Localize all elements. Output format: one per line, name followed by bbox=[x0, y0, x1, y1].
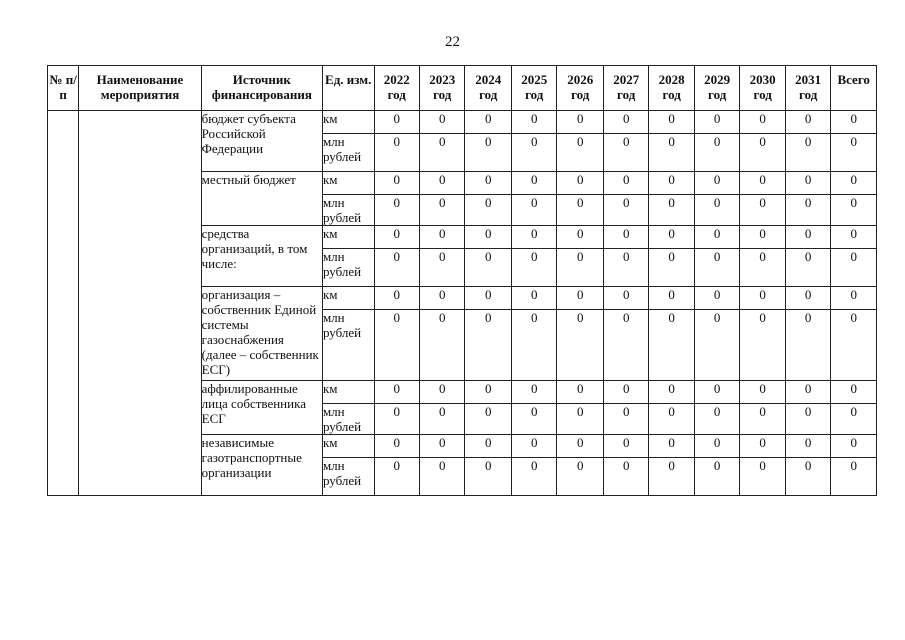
header-year: 2031 год bbox=[785, 66, 830, 111]
value-cell: 0 bbox=[785, 172, 830, 195]
value-cell: 0 bbox=[465, 435, 512, 458]
financing-source: местный бюджет bbox=[201, 172, 322, 226]
value-cell: 0 bbox=[557, 134, 604, 172]
value-cell: 0 bbox=[785, 226, 830, 249]
value-cell: 0 bbox=[465, 381, 512, 404]
value-cell: 0 bbox=[740, 195, 785, 226]
value-cell: 0 bbox=[465, 172, 512, 195]
value-cell: 0 bbox=[649, 172, 694, 195]
value-cell: 0 bbox=[511, 404, 556, 435]
value-cell: 0 bbox=[785, 287, 830, 310]
value-cell: 0 bbox=[465, 404, 512, 435]
value-cell: 0 bbox=[785, 195, 830, 226]
value-cell: 0 bbox=[419, 381, 464, 404]
value-cell: 0 bbox=[374, 134, 419, 172]
value-cell: 0 bbox=[419, 458, 464, 496]
value-cell: 0 bbox=[374, 195, 419, 226]
value-cell: 0 bbox=[419, 435, 464, 458]
value-cell: 0 bbox=[785, 249, 830, 287]
value-cell: 0 bbox=[465, 195, 512, 226]
value-cell: 0 bbox=[740, 172, 785, 195]
total-cell: 0 bbox=[831, 287, 877, 310]
value-cell: 0 bbox=[557, 404, 604, 435]
value-cell: 0 bbox=[511, 134, 556, 172]
financing-source: средства организаций, в том числе: bbox=[201, 226, 322, 287]
value-cell: 0 bbox=[694, 249, 739, 287]
value-cell: 0 bbox=[374, 381, 419, 404]
value-cell: 0 bbox=[603, 111, 648, 134]
value-cell: 0 bbox=[603, 287, 648, 310]
value-cell: 0 bbox=[649, 111, 694, 134]
total-cell: 0 bbox=[831, 195, 877, 226]
unit-cell: км bbox=[322, 381, 374, 404]
value-cell: 0 bbox=[785, 111, 830, 134]
value-cell: 0 bbox=[419, 249, 464, 287]
value-cell: 0 bbox=[419, 226, 464, 249]
value-cell: 0 bbox=[511, 111, 556, 134]
value-cell: 0 bbox=[740, 249, 785, 287]
value-cell: 0 bbox=[374, 404, 419, 435]
value-cell: 0 bbox=[511, 381, 556, 404]
value-cell: 0 bbox=[740, 134, 785, 172]
value-cell: 0 bbox=[649, 435, 694, 458]
financing-source: организация – собственник Единой системы газоснабжения (далее – собственник ЕСГ) bbox=[201, 287, 322, 381]
value-cell: 0 bbox=[465, 226, 512, 249]
value-cell: 0 bbox=[785, 458, 830, 496]
total-cell: 0 bbox=[831, 134, 877, 172]
header-name: Наименование мероприятия bbox=[79, 66, 201, 111]
value-cell: 0 bbox=[374, 287, 419, 310]
value-cell: 0 bbox=[694, 381, 739, 404]
financing-table bbox=[47, 65, 877, 496]
page-number: 22 bbox=[445, 34, 460, 50]
value-cell: 0 bbox=[511, 310, 556, 381]
value-cell: 0 bbox=[465, 134, 512, 172]
value-cell: 0 bbox=[374, 310, 419, 381]
value-cell: 0 bbox=[785, 310, 830, 381]
value-cell: 0 bbox=[649, 226, 694, 249]
total-cell: 0 bbox=[831, 435, 877, 458]
value-cell: 0 bbox=[694, 111, 739, 134]
value-cell: 0 bbox=[740, 287, 785, 310]
financing-source: независимые газотранспортные организации bbox=[201, 435, 322, 496]
value-cell: 0 bbox=[694, 435, 739, 458]
value-cell: 0 bbox=[511, 287, 556, 310]
unit-cell: км bbox=[322, 172, 374, 195]
value-cell: 0 bbox=[649, 287, 694, 310]
value-cell: 0 bbox=[694, 287, 739, 310]
value-cell: 0 bbox=[603, 458, 648, 496]
value-cell: 0 bbox=[694, 458, 739, 496]
header-unit: Ед. изм. bbox=[322, 66, 374, 111]
value-cell: 0 bbox=[419, 404, 464, 435]
value-cell: 0 bbox=[374, 226, 419, 249]
header-year: 2030 год bbox=[740, 66, 785, 111]
value-cell: 0 bbox=[557, 172, 604, 195]
value-cell: 0 bbox=[649, 381, 694, 404]
unit-cell: млн рублей bbox=[322, 134, 374, 172]
unit-cell: км bbox=[322, 111, 374, 134]
value-cell: 0 bbox=[603, 195, 648, 226]
total-cell: 0 bbox=[831, 404, 877, 435]
value-cell: 0 bbox=[419, 172, 464, 195]
total-cell: 0 bbox=[831, 310, 877, 381]
value-cell: 0 bbox=[374, 111, 419, 134]
value-cell: 0 bbox=[374, 458, 419, 496]
value-cell: 0 bbox=[374, 172, 419, 195]
unit-cell: млн рублей bbox=[322, 404, 374, 435]
value-cell: 0 bbox=[511, 458, 556, 496]
value-cell: 0 bbox=[557, 310, 604, 381]
value-cell: 0 bbox=[694, 172, 739, 195]
value-cell: 0 bbox=[785, 134, 830, 172]
table-row bbox=[48, 111, 877, 134]
unit-cell: км bbox=[322, 287, 374, 310]
value-cell: 0 bbox=[694, 226, 739, 249]
value-cell: 0 bbox=[419, 195, 464, 226]
value-cell: 0 bbox=[374, 249, 419, 287]
value-cell: 0 bbox=[694, 134, 739, 172]
unit-cell: млн рублей bbox=[322, 458, 374, 496]
value-cell: 0 bbox=[557, 381, 604, 404]
value-cell: 0 bbox=[740, 435, 785, 458]
header-year: 2026 год bbox=[557, 66, 604, 111]
value-cell: 0 bbox=[603, 249, 648, 287]
header-year: 2024 год bbox=[465, 66, 512, 111]
value-cell: 0 bbox=[465, 111, 512, 134]
value-cell: 0 bbox=[694, 195, 739, 226]
value-cell: 0 bbox=[419, 310, 464, 381]
header-total: Всего bbox=[831, 66, 877, 111]
value-cell: 0 bbox=[603, 310, 648, 381]
financing-source: бюджет субъекта Российской Федерации bbox=[201, 111, 322, 172]
value-cell: 0 bbox=[511, 226, 556, 249]
value-cell: 0 bbox=[511, 172, 556, 195]
value-cell: 0 bbox=[374, 435, 419, 458]
value-cell: 0 bbox=[419, 111, 464, 134]
value-cell: 0 bbox=[603, 404, 648, 435]
value-cell: 0 bbox=[557, 249, 604, 287]
value-cell: 0 bbox=[557, 111, 604, 134]
total-cell: 0 bbox=[831, 458, 877, 496]
value-cell: 0 bbox=[511, 435, 556, 458]
header-year: 2025 год bbox=[511, 66, 556, 111]
value-cell: 0 bbox=[603, 172, 648, 195]
value-cell: 0 bbox=[465, 458, 512, 496]
value-cell: 0 bbox=[557, 435, 604, 458]
value-cell: 0 bbox=[785, 404, 830, 435]
value-cell: 0 bbox=[465, 310, 512, 381]
value-cell: 0 bbox=[649, 310, 694, 381]
header-num: № п/п bbox=[48, 66, 79, 111]
total-cell: 0 bbox=[831, 381, 877, 404]
unit-cell: млн рублей bbox=[322, 310, 374, 381]
value-cell: 0 bbox=[649, 195, 694, 226]
value-cell: 0 bbox=[603, 435, 648, 458]
value-cell: 0 bbox=[603, 134, 648, 172]
header-year: 2023 год bbox=[419, 66, 464, 111]
value-cell: 0 bbox=[694, 310, 739, 381]
value-cell: 0 bbox=[740, 458, 785, 496]
value-cell: 0 bbox=[785, 435, 830, 458]
value-cell: 0 bbox=[465, 249, 512, 287]
unit-cell: км bbox=[322, 435, 374, 458]
value-cell: 0 bbox=[557, 287, 604, 310]
header-year: 2028 год bbox=[649, 66, 694, 111]
header-source: Источник финансирования bbox=[201, 66, 322, 111]
value-cell: 0 bbox=[603, 381, 648, 404]
unit-cell: млн рублей bbox=[322, 249, 374, 287]
value-cell: 0 bbox=[785, 381, 830, 404]
value-cell: 0 bbox=[740, 404, 785, 435]
value-cell: 0 bbox=[419, 287, 464, 310]
value-cell: 0 bbox=[511, 249, 556, 287]
row-number-cell bbox=[48, 111, 79, 496]
value-cell: 0 bbox=[740, 226, 785, 249]
value-cell: 0 bbox=[557, 226, 604, 249]
header-row bbox=[48, 66, 877, 111]
value-cell: 0 bbox=[649, 249, 694, 287]
unit-cell: км bbox=[322, 226, 374, 249]
value-cell: 0 bbox=[465, 287, 512, 310]
value-cell: 0 bbox=[740, 111, 785, 134]
financing-source: аффилированные лица собственника ЕСГ bbox=[201, 381, 322, 435]
value-cell: 0 bbox=[740, 381, 785, 404]
value-cell: 0 bbox=[557, 195, 604, 226]
header-year: 2029 год bbox=[694, 66, 739, 111]
total-cell: 0 bbox=[831, 226, 877, 249]
unit-cell: млн рублей bbox=[322, 195, 374, 226]
value-cell: 0 bbox=[740, 310, 785, 381]
value-cell: 0 bbox=[649, 134, 694, 172]
value-cell: 0 bbox=[603, 226, 648, 249]
total-cell: 0 bbox=[831, 172, 877, 195]
value-cell: 0 bbox=[649, 404, 694, 435]
value-cell: 0 bbox=[557, 458, 604, 496]
total-cell: 0 bbox=[831, 249, 877, 287]
value-cell: 0 bbox=[419, 134, 464, 172]
header-year: 2027 год bbox=[603, 66, 648, 111]
header-year: 2022 год bbox=[374, 66, 419, 111]
value-cell: 0 bbox=[694, 404, 739, 435]
value-cell: 0 bbox=[511, 195, 556, 226]
value-cell: 0 bbox=[649, 458, 694, 496]
measure-name-cell bbox=[79, 111, 201, 496]
total-cell: 0 bbox=[831, 111, 877, 134]
